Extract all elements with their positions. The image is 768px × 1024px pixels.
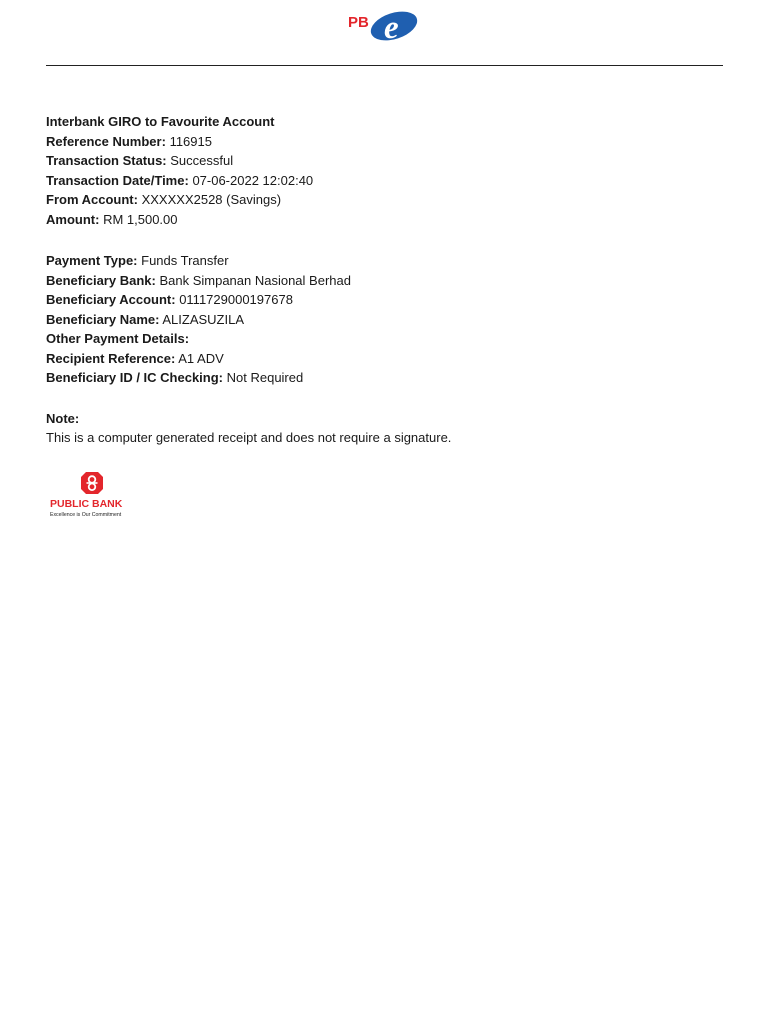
section-spacer xyxy=(46,229,726,251)
recipient-reference-label: Recipient Reference: xyxy=(46,350,176,366)
recipient-reference-row xyxy=(46,349,726,369)
beneficiary-account-label: Beneficiary Account: xyxy=(46,292,176,307)
public-bank-tagline: Excellence is Our Commitment xyxy=(50,512,122,518)
from-account-row xyxy=(46,190,726,210)
pbe-logo-icon xyxy=(346,8,424,46)
amount-row xyxy=(46,210,726,230)
public-bank-logo-icon xyxy=(48,470,140,520)
amount-label: Amount: xyxy=(46,211,100,227)
from-account-value: XXXXXX2528 (Savings) xyxy=(141,192,282,207)
note-label: Note: xyxy=(46,410,80,426)
receipt-title: Interbank GIRO to Favourite Account xyxy=(46,114,275,129)
receipt-details xyxy=(46,112,726,448)
section-spacer xyxy=(46,388,726,409)
beneficiary-name-label: Beneficiary Name: xyxy=(46,311,160,327)
beneficiary-id-check-row xyxy=(46,368,726,388)
other-payment-details-row xyxy=(46,329,726,349)
beneficiary-bank-value: Bank Simpanan Nasional Berhad xyxy=(159,272,351,288)
transaction-datetime-label: Transaction Date/Time: xyxy=(46,172,189,188)
recipient-reference-value: A1 ADV xyxy=(178,350,224,366)
header-divider xyxy=(46,65,723,66)
transaction-status-value: Successful xyxy=(170,153,234,168)
payment-type-label: Payment Type: xyxy=(46,253,138,268)
beneficiary-id-check-value: Not Required xyxy=(226,370,304,385)
beneficiary-name-value: ALIZASUZILA xyxy=(162,311,244,327)
reference-number-label: Reference Number: xyxy=(46,133,166,149)
beneficiary-id-check-label: Beneficiary ID / IC Checking: xyxy=(46,370,223,385)
transaction-datetime-row xyxy=(46,171,726,191)
beneficiary-bank-label: Beneficiary Bank: xyxy=(46,272,156,288)
transaction-status-label: Transaction Status: xyxy=(46,153,167,168)
reference-number-row xyxy=(46,132,726,152)
beneficiary-bank-row xyxy=(46,271,726,291)
amount-value: RM 1,500.00 xyxy=(103,211,178,227)
transaction-datetime-value: 07-06-2022 12:02:40 xyxy=(192,172,314,188)
pbe-logo-e: e xyxy=(384,10,399,46)
reference-number-value: 116915 xyxy=(169,133,212,149)
other-payment-details-label: Other Payment Details: xyxy=(46,331,190,346)
pbe-logo-text: PB xyxy=(348,14,369,31)
beneficiary-account-value: 0111729000197678 xyxy=(179,292,293,307)
transaction-status-row xyxy=(46,151,726,171)
beneficiary-account-row xyxy=(46,290,726,310)
beneficiary-name-row xyxy=(46,310,726,330)
payment-type-value: Funds Transfer xyxy=(141,253,229,268)
note-label-row xyxy=(46,409,726,429)
public-bank-name: PUBLIC BANK xyxy=(50,498,123,510)
payment-type-row xyxy=(46,251,726,271)
note-text: This is a computer generated receipt and does not require a signature. xyxy=(46,430,452,445)
from-account-label: From Account: xyxy=(46,192,138,207)
